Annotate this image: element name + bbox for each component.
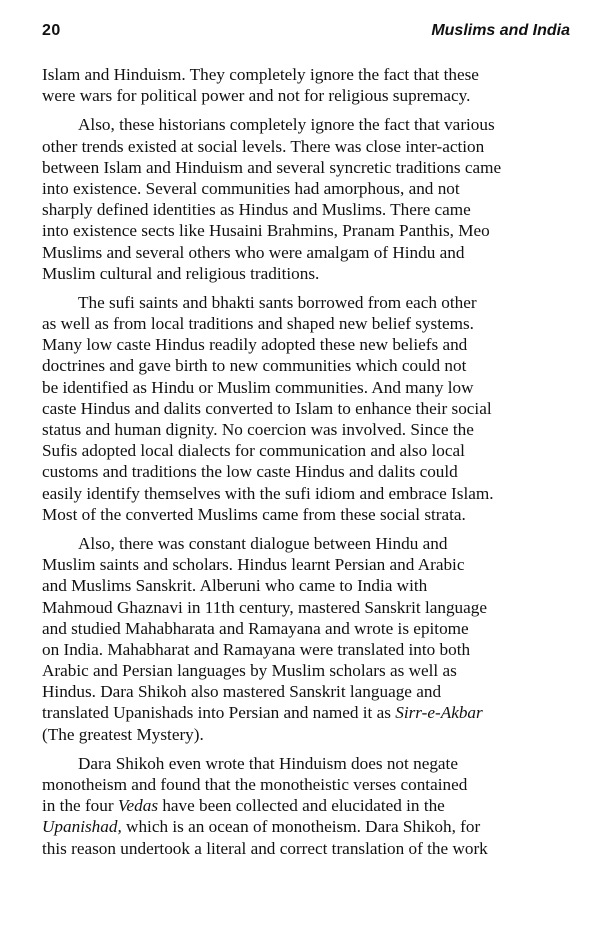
text-run: were wars for political power and not for religious supremacy.: [42, 86, 471, 106]
text-run: and studied Mahabharata and Ramayana and wrote is epitome: [42, 618, 469, 638]
text-line: [42, 753, 574, 774]
text-run: easily identify themselves with the sufi idiom and embrace Islam.: [42, 483, 494, 503]
text-run: Mahmoud Ghaznavi in 11th century, mastered Sanskrit language: [42, 597, 488, 617]
running-title: Muslims and India: [431, 22, 570, 39]
page-number: 20: [42, 22, 61, 39]
text-line: [42, 554, 574, 575]
text-run: Muslim cultural and religious traditions.: [42, 263, 320, 283]
text-run: doctrines and gave birth to new communities which could not: [42, 356, 467, 376]
text-run: into existence sects like Husaini Brahmins, Pranam Panthis, Meo: [42, 221, 490, 241]
text-run: Also, these historians completely ignore the fact that various: [78, 115, 495, 135]
paragraph: [42, 753, 574, 859]
text-run: other trends existed at social levels. There was close inter-action: [42, 136, 485, 156]
text-run: (The greatest Mystery).: [42, 724, 204, 744]
text-line: [42, 334, 574, 355]
text-run: customs and traditions the low caste Hindus and dalits could: [42, 462, 458, 482]
text-line: [42, 461, 574, 482]
italic-text-run: Upanishad,: [42, 817, 122, 837]
text-line: [42, 157, 574, 178]
text-run: this reason undertook a literal and correct translation of the work: [42, 838, 488, 858]
text-run: Muslims and several others who were amalgam of Hindu and: [42, 242, 465, 262]
text-line: [42, 263, 574, 284]
text-run: The sufi saints and bhakti sants borrowed from each other: [78, 292, 477, 312]
text-line: [42, 597, 574, 618]
text-run: have been collected and elucidated in the: [158, 796, 445, 816]
text-run: Also, there was constant dialogue between Hindu and: [78, 533, 448, 553]
text-line: [42, 440, 574, 461]
text-run: Islam and Hinduism. They completely ignore the fact that these: [42, 65, 479, 84]
text-line: [42, 64, 574, 85]
text-run: which is an ocean of monotheism. Dara Shikoh, for: [121, 817, 481, 837]
paragraph: [42, 114, 574, 284]
text-line: [42, 660, 574, 681]
text-run: into existence. Several communities had amorphous, and not: [42, 178, 460, 198]
text-line: [42, 398, 574, 419]
text-line: [42, 377, 574, 398]
text-line: [42, 816, 574, 837]
text-line: [42, 795, 574, 816]
text-run: translated Upanishads into Persian and named it as: [42, 703, 396, 723]
text-line: [42, 292, 574, 313]
text-run: Arabic and Persian languages by Muslim scholars as well as: [42, 661, 457, 681]
running-head: [42, 22, 570, 46]
text-line: [42, 483, 574, 504]
paragraph: [42, 64, 574, 106]
text-run: Most of the converted Muslims came from these social strata.: [42, 504, 466, 524]
italic-text-run: Sirr-e-Akbar: [395, 703, 483, 723]
text-run: caste Hindus and dalits converted to Islam to enhance their social: [42, 398, 492, 418]
text-line: [42, 114, 574, 135]
text-run: status and human dignity. No coercion was involved. Since the: [42, 420, 474, 439]
text-line: [42, 220, 574, 241]
text-line: [42, 639, 574, 660]
text-line: [42, 313, 574, 334]
text-line: [42, 681, 574, 702]
text-line: [42, 199, 574, 220]
text-line: [42, 419, 574, 440]
body-text: [42, 64, 574, 859]
text-line: [42, 774, 574, 795]
text-line: [42, 504, 574, 525]
italic-text-run: Vedas: [117, 796, 159, 816]
text-run: Dara Shikoh even wrote that Hinduism does not negate: [78, 753, 458, 773]
text-run: and Muslims Sanskrit. Alberuni who came to India with: [42, 576, 428, 596]
text-line: [42, 355, 574, 376]
text-run: sharply defined identities as Hindus and Muslims. There came: [42, 200, 471, 220]
text-run: on India. Mahabharat and Ramayana were translated into both: [42, 639, 471, 659]
text-run: in the four: [42, 796, 118, 816]
text-run: as well as from local traditions and shaped new belief systems.: [42, 314, 474, 334]
text-line: [42, 575, 574, 596]
text-line: [42, 85, 574, 106]
text-run: Hindus. Dara Shikoh also mastered Sanskrit language and: [42, 682, 442, 702]
paragraph: [42, 292, 574, 525]
text-line: [42, 242, 574, 263]
text-line: [42, 178, 574, 199]
text-run: Many low caste Hindus readily adopted these new beliefs and: [42, 335, 468, 355]
text-line: [42, 136, 574, 157]
text-run: between Islam and Hinduism and several syncretic traditions came: [42, 157, 502, 177]
paragraph: [42, 533, 574, 745]
text-line: [42, 838, 574, 859]
text-line: [42, 702, 574, 723]
text-line: [42, 724, 574, 745]
text-run: Muslim saints and scholars. Hindus learnt Persian and Arabic: [42, 555, 465, 575]
text-run: Sufis adopted local dialects for communication and also local: [42, 441, 465, 461]
text-line: [42, 533, 574, 554]
text-line: [42, 618, 574, 639]
text-run: be identified as Hindu or Muslim communities. And many low: [42, 377, 474, 397]
text-run: monotheism and found that the monotheistic verses contained: [42, 775, 468, 794]
